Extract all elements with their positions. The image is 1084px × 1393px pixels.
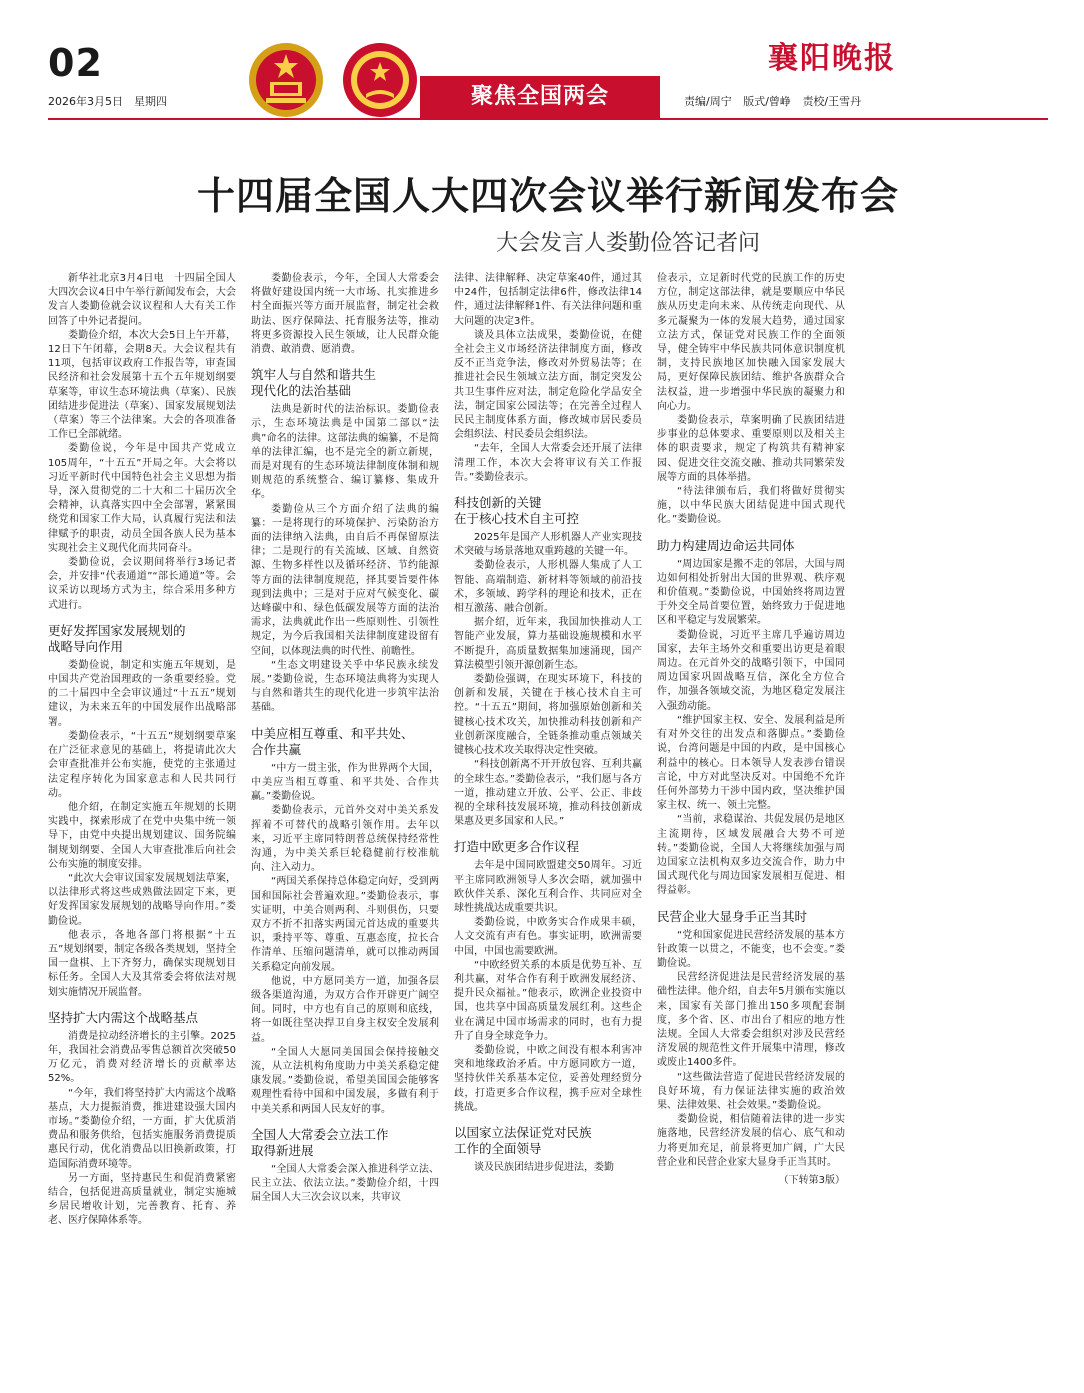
section-heading: 更好发挥国家发展规划的 战略导向作用 — [48, 622, 186, 654]
article-body — [48, 272, 1048, 1352]
section-heading: 以国家立法保证党对民族 工作的全面领导 — [454, 1124, 592, 1156]
paragraph: 娄勤俭说，习近平主席几乎遍访周边国家，去年主场外交和重要出访更是着眼周边。在元首外交的战略引领下，中国同周边国家巩固战略互信，深化全方位合作，加强各领域交流，为地区稳定发展注入强劲动能。 — [657, 629, 845, 712]
continued-note: （下转第3版） — [778, 1174, 845, 1186]
paragraph: 娄勤俭说，会议期间将举行3场记者会，并安排“代表通道”“部长通道”等。会议采访以现场方式为主，综合采用多种方式进行。 — [48, 557, 236, 611]
article-headline: 十四届全国人大四次会议举行新闻发布会 — [196, 174, 899, 218]
paragraph: 娄勤俭说，中欧务实合作成果丰硕，人文交流有声有色。事实证明，欧洲需要中国，中国也需要欧洲。 — [454, 917, 642, 957]
paragraph: “全国人大常委会深入推进科学立法、民主立法、依法立法。”娄勤俭介绍，十四届全国人大三次会议以来，共审议 — [251, 1163, 439, 1204]
cppcc-emblem-icon — [340, 40, 420, 120]
paragraph: 去年是中国同欧盟建交50周年。习近平主席同欧洲领导人多次会晤，就加强中欧伙伴关系、深化互利合作、共同应对全球性挑战达成重要共识。 — [454, 860, 642, 914]
section-heading: 中美应相互尊重、和平共处、 合作共赢 — [251, 725, 414, 757]
header-rule — [48, 118, 1048, 120]
section-heading: 民营企业大显身手正当其时 — [657, 908, 808, 924]
editor-credits — [684, 96, 869, 107]
paragraph: 娄勤俭表示，今年，全国人大常委会将做好建设国内统一大市场、扎实推进乡村全面振兴等方面开展监督，制定社会救助法、医疗保障法、托育服务法等，推动将更多资源投入民生领域，让人民群众能消费、敢消费、愿消费。 — [251, 273, 439, 356]
paragraph: 娄勤俭说，中欧之间没有根本利害冲突和地缘政治矛盾。中方愿同欧方一道，坚持伙伴关系基本定位，妥善处理经贸分歧，打造更多合作议程，携手应对全球性挑战。 — [454, 1044, 642, 1113]
paragraph: 娄勤俭从三个方面介绍了法典的编纂：一是将现行的环境保护、污染防治方面的法律纳入法典，由自后不再保留原法律；二是现行的有关流域、区域、自然资源、生物多样性以及循环经济、节约能源等方面的法律制度规范，择其要旨要件体现到法典中；三是对于应对气候变化、碳达峰碳中和、绿色低碳发展等方面的法治需求，法典就此作出一些原则性、引领性规定，为今后我国相关法律制度建设留有空间，以体现法典的时代性、前瞻性。 — [251, 503, 439, 657]
paragraph: “这些做法营造了促进民营经济发展的良好环境，有力保证法律实施的政治效果、法律效果、社会效果。”娄勤俭说。 — [657, 1071, 845, 1111]
editor-credit: 版式/曾峥 — [743, 95, 791, 108]
paragraph: 娄勤俭说，制定和实施五年规划，是中国共产党治国理政的一条重要经验。党的二十届四中全会审议通过“十五五”规划建议，为未来五年的中国发展作出战略部署。 — [48, 659, 236, 728]
section-heading: 筑牢人与自然和谐共生 现代化的法治基础 — [251, 367, 377, 399]
paragraph: “今年，我们将坚持扩大内需这个战略基点，大力提振消费，推进建设强大国内市场。”娄勤俭介绍，一方面，扩大优质消费品和服务供给，包括实施服务消费提质惠民行动，优化消费品以旧换新政策，打造国际消费环境等。 — [48, 1087, 236, 1170]
paragraph: “此次大会审议国家发展规划法草案，以法律形式将这些成熟做法固定下来，更好发挥国家发展规划的战略导向作用。”娄勤俭说。 — [48, 872, 236, 927]
newspaper-masthead: 襄阳晚报 — [768, 41, 896, 76]
paragraph: 民营经济促进法是民营经济发展的基础性法律。他介绍，自去年5月颁布实施以来，国家有关部门推出150多项配套制度，多个省、区、市出台了相应的地方性法规。全国人大常委会组织对涉及民营经济发展的规范性文件开展集中清理，修改或废止1400多件。 — [657, 972, 845, 1069]
paragraph: “中欧经贸关系的本质是优势互补、互利共赢，对华合作有利于欧洲发展经济、提升民众福祉。”他表示，欧洲企业投资中国，也共享中国高质量发展红利。这些企业在满足中国市场需求的同时，也有力提升了自身全球竞争力。 — [454, 959, 642, 1042]
page-number: 02 — [48, 41, 103, 85]
article-subheadline: 大会发言人娄勤俭答记者问 — [495, 231, 760, 256]
paragraph: 娄勤俭表示，“十五五”规划纲要草案在广泛征求意见的基础上，将提请此次大会审查批准并公布实施，使党的主张通过法定程序转化为国家意志和人民共同行动。 — [48, 730, 236, 799]
paragraph: 谈及民族团结进步促进法，娄勤 — [474, 1161, 614, 1173]
editor-credit: 责编/周宁 — [684, 95, 732, 108]
paragraph: 法典是新时代的法治标识。娄勤俭表示，生态环境法典是中国第二部以“法典”命名的法律。这部法典的编纂，不是简单的法律汇编，也不是完全的新立新规，而是对现有的生态环境法律制度体制和规则规范的系统整合、编订纂修、集成升华。 — [251, 404, 439, 501]
paragraph: 俭表示，立足新时代党的民族工作的历史方位，制定这部法律，就是要顺应中华民族从历史走向未来、从传统走向现代、从多元凝聚为一体的发展大趋势，通过国家立法方式，保证党对民族工作的全面领导，健全铸牢中华民族共同体意识制度机制，支持民族地区加快融入国家发展大局，更好保障民族团结、维护各族群众合法权益，进一步增强中华民族的凝聚力和向心力。 — [657, 273, 845, 412]
paragraph: 谈及具体立法成果，娄勤俭说，在健全社会主义市场经济法律制度方面，修改反不正当竞争法，修改对外贸易法等；在推进社会民生领域立法方面，制定突发公共卫生事件应对法，制定危险化学品安全法，制定国家公园法等；在完善全过程人民民主制度体系方面，修改城市居民委员会组织法、村民委员会组织法。 — [454, 329, 642, 441]
paragraph: 新华社北京3月4日电 十四届全国人大四次会议4日中午举行新闻发布会，大会发言人娄勤俭就会议议程和人大有关工作回答了中外记者提问。 — [48, 273, 236, 327]
section-heading: 坚持扩大内需这个战略基点 — [48, 1009, 199, 1025]
paragraph: 他表示，各地各部门将根据“十五五”规划纲要，制定各级各类规划，坚持全国一盘棋、上下齐努力，确保实现规划目标任务。全国人大及其常委会将依法对规划实施情况开展监督。 — [48, 929, 236, 998]
section-heading: 全国人大常委会立法工作 取得新进展 — [251, 1126, 389, 1158]
section-heading: 助力构建周边命运共同体 — [657, 537, 795, 553]
article-column-4 — [657, 272, 845, 1352]
paragraph: 消费是拉动经济增长的主引擎。2025年，我国社会消费品零售总额首次突破50万亿元，消费对经济增长的贡献率达52%。 — [48, 1030, 236, 1085]
paragraph: “当前，求稳谋治、共促发展仍是地区主流期待，区域发展融合大势不可逆转。”娄勤俭说，全国人大将继续加强与周边国家立法机构双多边交流合作，助力中国式现代化与周边国家发展相互促进、相得益彰。 — [657, 814, 845, 897]
paragraph: “两国关系保持总体稳定向好，受到两国和国际社会普遍欢迎。”娄勤俭表示，事实证明，中美合则两利、斗则俱伤，只要双方不折不扣落实两国元首达成的重要共识，秉持平等、尊重、互惠态度，拉长合作清单、压缩问题清单，就可以推动两国关系稳定向前发展。 — [251, 876, 439, 973]
paragraph: 娄勤俭表示，人形机器人集成了人工智能、高端制造、新材料等领域的前沿技术，多领域、跨学科的理论和技术，正在相互激荡、融合创新。 — [454, 560, 642, 615]
paragraph: 娄勤俭表示，元首外交对中美关系发挥着不可替代的战略引领作用。去年以来，习近平主席同特朗普总统保持经常性沟通，为中美关系巨轮稳健前行校准航向、注入动力。 — [251, 805, 439, 874]
section-banner: 聚焦全国两会 — [420, 76, 660, 118]
paragraph: 娄勤俭表示，草案明确了民族团结进步事业的总体要求、重要原则以及相关主体的职责要求，规定了构筑共有精神家园、促进交往交流交融、推动共同繁荣发展等方面的具体举措。 — [657, 415, 845, 483]
paragraph: “维护国家主权、安全、发展利益是所有对外交往的出发点和落脚点。”娄勤俭说，台湾问题是中国的内政，是中国核心利益中的核心。日本领导人发表涉台错误言论，中方对此坚决反对。中国绝不允许任何外部势力干涉中国内政，坚决维护国家主权、统一、领土完整。 — [657, 714, 845, 812]
paragraph: “全国人大愿同美国国会保持接触交流，从立法机构角度助力中美关系稳定健康发展。”娄勤俭说，希望美国国会能够客观理性看待中国和中国发展，多做有利于中美关系和两国人民友好的事。 — [251, 1046, 439, 1115]
paragraph: “周边国家是搬不走的邻居，大国与周边如何相处折射出大国的世界观、秩序观和价值观。”娄勤俭说，中国始终将周边置于外交全局首要位置，始终致力于促进地区和平稳定与发展繁荣。 — [657, 558, 845, 627]
paragraph: “科技创新离不开开放包容、互利共赢的全球生态。”娄勤俭表示，“我们愿与各方一道，推动建立开放、公平、公正、非歧视的全球科技发展环境，推动科技创新成果惠及更多国家和人民。” — [454, 759, 642, 828]
paragraph: 娄勤俭说，相信随着法律的进一步实施落地，民营经济发展的信心、底气和动力将更加充足，前景将更加广阔，广大民营企业和民营企业家大显身手正当其时。 — [657, 1114, 845, 1168]
paragraph: 他说，中方愿同美方一道，加强各层级各渠道沟通，为双方合作开辟更广阔空间。同时，中方也有自己的原则和底线，将一如既往坚决捍卫自身主权安全发展利益。 — [251, 975, 439, 1044]
issue-date: 2026年3月5日 星期四 — [48, 95, 167, 108]
paragraph: 娄勤俭强调，在现实环境下，科技的创新和发展，关键在于核心技术自主可控。“十五五”期间，将加强原始创新和关键核心技术攻关，加快推动科技创新和产业创新深度融合，全链条推动重点领域关键核心技术攻关取得决定性突破。 — [454, 674, 642, 757]
paragraph: 娄勤俭说，今年是中国共产党成立105周年，“十五五”开局之年。大会将以习近平新时代中国特色社会主义思想为指导，深入贯彻党的二十大和二十届历次全会精神，认真落实四中全会部署，紧紧围绕党和国家工作大局，认真履行宪法和法律赋予的职责，动员全国各族人民为基本实现社会主义现代化而共同奋斗。 — [48, 443, 236, 554]
article-column-3 — [454, 272, 642, 1352]
paragraph: “去年，全国人大常委会还开展了法律清理工作，本次大会将审议有关工作报告。”娄勤俭表示。 — [454, 443, 642, 483]
editor-credit: 责校/王雪丹 — [802, 95, 862, 108]
article-column-2 — [251, 272, 439, 1352]
article-column-1 — [48, 272, 236, 1352]
paragraph: “党和国家促进民营经济发展的基本方针政策一以贯之，不能变，也不会变。”娄勤俭说。 — [657, 929, 845, 969]
national-emblem-icon — [246, 40, 326, 120]
paragraph: 2025年是国产人形机器人产业实现技术突破与场景落地双重跨越的关键一年。 — [454, 532, 642, 558]
section-heading: 打造中欧更多合作议程 — [454, 839, 580, 855]
paragraph: 法律、法律解释、决定草案40件，通过其中24件，包括制定法律6件，修改法律14件，通过法律解释1件、有关法律问题和重大问题的决定3件。 — [454, 273, 642, 327]
paragraph: “生态文明建设关乎中华民族永续发展。”娄勤俭说，生态环境法典将为实现人与自然和谐共生的现代化进一步筑牢法治基础。 — [251, 659, 439, 714]
paragraph: 娄勤俭介绍，本次大会5日上午开幕，12日下午闭幕，会期8天。大会议程共有11项，包括审议政府工作报告等，审查国民经济和社会发展第十五个五年规划纲要草案等，审议生态环境法典（草案）、民族团结进步促进法（草案）、国家发展规划法（草案）等三个法律案。大会的各项准备工作已全部就绪。 — [48, 329, 236, 441]
paragraph: “待法律颁布后，我们将做好贯彻实施，以中华民族大团结促进中国式现代化。”娄勤俭说。 — [657, 486, 845, 526]
section-heading: 科技创新的关键 在于核心技术自主可控 — [454, 495, 580, 527]
paragraph: 他介绍，在制定实施五年规划的长期实践中，探索形成了在党中央集中统一领导下，由党中央提出规划建议、国务院编制规划纲要、全国人大审查批准后向社会公布实施的制度安排。 — [48, 801, 236, 870]
paragraph: 据介绍，近年来，我国加快推动人工智能产业发展，算力基础设施规模和水平不断提升，高质量数据集加速涌现，国产算法模型引领开源创新生态。 — [454, 617, 642, 671]
paragraph: 另一方面，坚持惠民生和促消费紧密结合，包括促进高质量就业，制定实施城乡居民增收计划，完善教育、托育、养老、医疗保障体系等。 — [48, 1172, 236, 1227]
paragraph: “中方一贯主张，作为世界两个大国，中美应当相互尊重、和平共处、合作共赢。”娄勤俭说。 — [251, 762, 439, 803]
